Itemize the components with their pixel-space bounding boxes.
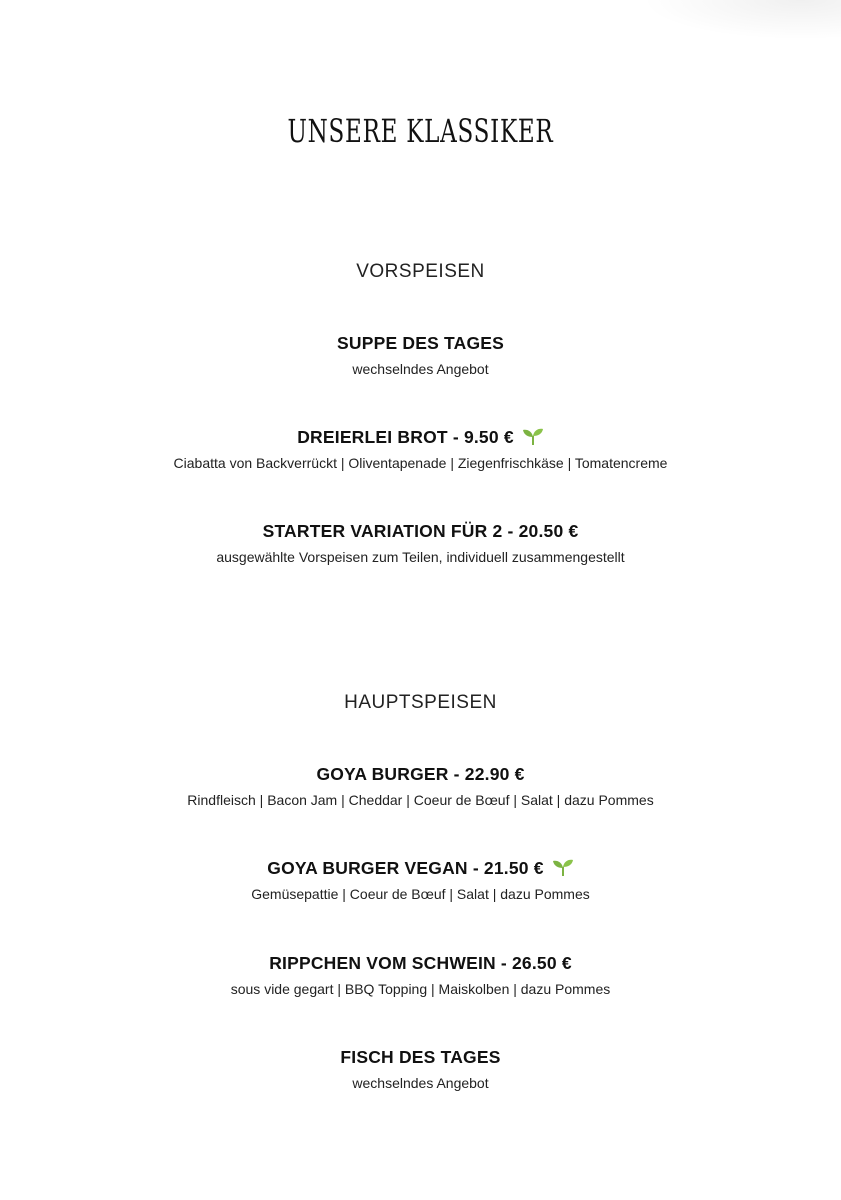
sprout-icon [552, 857, 574, 877]
item-name: STARTER VARIATION FÜR 2 - 20.50 € [262, 521, 579, 541]
item-name: GOYA BURGER - 22.90 € [316, 764, 525, 784]
item-name: GOYA BURGER VEGAN - 21.50 € [267, 858, 544, 878]
corner-shadow [641, 0, 841, 40]
menu-item [0, 857, 841, 903]
menu-item [0, 1046, 841, 1092]
item-description: Ciabatta von Backverrückt | Oliventapenade | Ziegenfrischkäse | Tomatencreme [173, 455, 668, 471]
item-description: wechselndes Angebot [352, 361, 489, 377]
item-description: Rindfleisch | Bacon Jam | Cheddar | Coeur de Bœuf | Salat | dazu Pommes [187, 792, 654, 808]
item-description: ausgewählte Vorspeisen zum Teilen, individuell zusammengestellt [216, 549, 625, 565]
menu-title: UNSERE KLASSIKER [287, 112, 554, 150]
item-description: wechselndes Angebot [352, 1075, 489, 1091]
menu-item [0, 763, 841, 809]
item-name: DREIERLEI BROT - 9.50 € [297, 427, 514, 447]
item-description: Gemüsepattie | Coeur de Bœuf | Salat | dazu Pommes [251, 886, 590, 902]
section-heading-hauptspeisen: HAUPTSPEISEN [344, 692, 497, 713]
menu-item [0, 426, 841, 472]
item-name: FISCH DES TAGES [340, 1047, 501, 1067]
item-name: RIPPCHEN VOM SCHWEIN - 26.50 € [269, 953, 572, 973]
item-description: sous vide gegart | BBQ Topping | Maiskolben | dazu Pommes [230, 981, 611, 997]
sprout-icon [522, 426, 544, 446]
menu-item [0, 332, 841, 378]
menu-item [0, 520, 841, 566]
item-name: SUPPE DES TAGES [336, 333, 505, 353]
menu-item [0, 952, 841, 998]
section-heading-vorspeisen: VORSPEISEN [356, 261, 485, 282]
